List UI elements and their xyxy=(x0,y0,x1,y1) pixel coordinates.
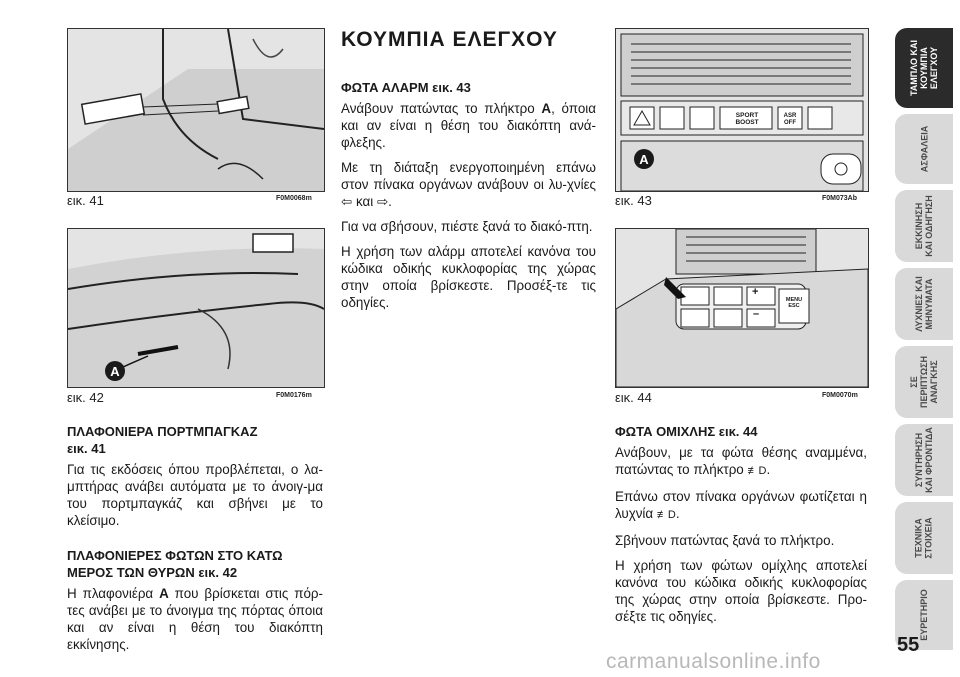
menu-label: MENU xyxy=(785,297,803,303)
tab-maintenance[interactable] xyxy=(895,424,953,496)
tab-label: ΕΥΡΕΤΗΡΙΟ xyxy=(918,589,929,641)
fog-p1: Ανάβουν, με τα φώτα θέσης αναμμένα, πατώντας το πλήκτρο ≢D. xyxy=(615,445,867,477)
trunk-light-title: ΠΛΑΦΟΝΙΕΡΑ ΠΟΡΤΜΠΑΓΚΑΖ xyxy=(67,424,258,439)
figure-43-hazard-switch xyxy=(615,28,869,192)
dashboard-switches-illustration xyxy=(616,29,868,191)
fog-p2: Επάνω στον πίνακα οργάνων φωτίζεται η λυχνία ≢D. xyxy=(615,489,867,521)
hazard-p1-b: A xyxy=(541,101,552,116)
trunk-light-ref: εικ. 41 xyxy=(67,441,106,456)
fog-p2-text: Επάνω στον πίνακα οργάνων φωτίζεται η λυχνία xyxy=(615,489,867,521)
figure-42-code: F0M0176m xyxy=(276,392,312,399)
door-light-title: ΠΛΑΦΟΝΙΕΡΕΣ ΦΩΤΩΝ ΣΤΟ ΚΑΤΩ xyxy=(67,548,283,563)
sport-boost-button-label xyxy=(722,112,772,126)
trunk-light-text: Για τις εκδόσεις όπου προβλέπεται, ο λα-μπτήρας ανάβει αυτόματα με το άνοιγ-μα του πορτμπαγκάζ και σβήνει με το κλείσιμο. xyxy=(67,462,323,528)
trunk-light-heading xyxy=(67,423,323,457)
left-text-column xyxy=(67,423,323,661)
hazard-p2-end: . xyxy=(388,194,392,209)
marker-a: A xyxy=(634,149,654,169)
fog-p4: Η χρήση των φώτων ομίχλης αποτελεί κανόνα του κώδικα οδικής κυκλοφορίας της χώρας στην οποία βρίσκεστε. Προ-σέξτε τις οδηγίες. xyxy=(615,558,867,624)
door-light-text-c: που βρίσκεται στις πόρ-τες ανάβει με το άνοιγμα της πόρτας όποια και αν είναι η θέση του διακόπτη εκκίνησης. xyxy=(67,586,323,652)
figure-41-trunk-light xyxy=(67,28,325,192)
figure-44-fog-light-switch xyxy=(615,228,869,388)
figure-43-code: F0M073Ab xyxy=(822,195,858,202)
figure-42-door-light xyxy=(67,228,325,388)
fog-switch-panel-illustration xyxy=(616,229,868,387)
plus-button-label: + xyxy=(752,286,759,298)
tab-label: ΣΥΝΤΗΡΗΣΗ ΚΑΙ ΦΡΟΝΤΙΔΑ xyxy=(914,427,935,493)
figure-43-caption: εικ. 43 xyxy=(615,193,652,208)
hazard-p2-a: Με τη διάταξη ενεργοποιημένη επάνω στον πίνακα οργάνων ανάβουν οι λυ-χνίες xyxy=(341,160,596,192)
hazard-p1-a: Ανάβουν πατώντας το πλήκτρο xyxy=(341,101,542,116)
asr-off-button-label xyxy=(778,113,802,126)
tab-label: ΤΕΧΝΙΚΑ ΣΤΟΙΧΕΙΑ xyxy=(914,517,934,559)
tab-label: ΕΚΚΙΝΗΣΗ ΚΑΙ ΟΔΗΓΗΣΗ xyxy=(914,195,935,257)
figure-44-code: F0M0070m xyxy=(822,392,858,399)
tab-emergency[interactable] xyxy=(895,346,953,418)
hazard-p3: Για να σβήσουν, πιέστε ξανά το διακό-πτη. xyxy=(341,219,593,234)
turn-left-indicator-icon: ⇦ xyxy=(341,194,353,209)
figure-42-caption: εικ. 42 xyxy=(67,390,104,405)
sport-label: SPORT xyxy=(735,112,759,119)
page-title: ΚΟΥΜΠΙΑ ΕΛΕΓΧΟΥ xyxy=(341,28,558,51)
fog-lights-heading xyxy=(615,423,867,440)
hazard-lights-ref: εικ. 43 xyxy=(432,80,471,95)
tab-label: ΛΥΧΝΙΕΣ ΚΑΙ ΜΗΝΥΜΑΤΑ xyxy=(913,276,934,332)
turn-right-indicator-icon: ⇨ xyxy=(376,194,389,209)
fog-light-icon: ≢D xyxy=(656,509,676,521)
fog-lights-ref: εικ. 44 xyxy=(718,424,758,439)
figure-41-code: F0M0068m xyxy=(276,195,312,202)
figure-41-caption: εικ. 41 xyxy=(67,193,104,208)
esc-label: ESC xyxy=(788,303,800,309)
off-label: OFF xyxy=(784,119,796,126)
hazard-p4: Η χρήση των αλάρμ αποτελεί κανόνα του κώδικα οδικής κυκλοφορίας της χώρας στην οποία βρίσκεστε. Προσέξ-τε τις οδηγίες. xyxy=(341,244,596,310)
minus-button-label: – xyxy=(753,308,760,320)
figure-44-caption: εικ. 44 xyxy=(615,390,652,405)
fog-p1-text: Ανάβουν, με τα φώτα θέσης αναμμένα, πατώντας το πλήκτρο xyxy=(615,445,867,477)
asr-label: ASR xyxy=(783,113,797,119)
door-light-title-2: ΜΕΡΟΣ ΤΩΝ ΘΥΡΩΝ xyxy=(67,565,195,580)
tab-starting-driving[interactable] xyxy=(895,190,953,262)
fog-lights-title: ΦΩΤΑ ΟΜΙΧΛΗΣ xyxy=(615,424,716,439)
tab-label: ΣΕ ΠΕΡΙΠΤΩΣΗ ΑΝΑΓΚΗΣ xyxy=(909,356,939,408)
fog-light-icon: ≢D xyxy=(747,465,767,477)
door-light-text-a: Η πλαφονιέρα xyxy=(67,586,160,601)
fog-p3: Σβήνουν πατώντας ξανά το πλήκτρο. xyxy=(615,533,835,548)
hazard-p2-mid: και xyxy=(352,194,377,209)
door-panel-illustration xyxy=(68,229,324,387)
tab-dashboard-controls[interactable] xyxy=(895,28,953,108)
tab-safety[interactable] xyxy=(895,114,953,184)
tab-label: ΤΑΜΠΛΟ ΚΑΙ ΚΟΥΜΠΙΑ ΕΛΕΓΧΟΥ xyxy=(909,39,939,97)
page-number: 55 xyxy=(897,634,920,656)
hazard-p1 xyxy=(341,100,596,151)
door-light-text-b: A xyxy=(159,586,169,601)
watermark: carmanualsonline.info xyxy=(606,650,821,673)
hazard-lights-heading xyxy=(341,79,596,96)
door-light-ref: εικ. 42 xyxy=(198,565,238,580)
tab-warning-lights[interactable] xyxy=(895,268,953,340)
right-text-column xyxy=(615,423,867,633)
boost-label: BOOST xyxy=(735,119,759,126)
hazard-p1-c: , όποια και αν είναι η θέση του διακόπτη ανά-φλεξης. xyxy=(341,101,596,150)
door-light-text xyxy=(67,585,323,653)
tab-technical-data[interactable] xyxy=(895,502,953,574)
menu-esc-button-label xyxy=(779,297,809,309)
door-light-heading xyxy=(67,547,323,581)
hazard-p2 xyxy=(341,159,596,210)
hazard-lights-title: ΦΩΤΑ ΑΛΑΡΜ xyxy=(341,80,429,95)
marker-a: A xyxy=(105,361,125,381)
trunk-light-illustration xyxy=(68,29,324,191)
tab-label: ΑΣΦΑΛΕΙΑ xyxy=(919,125,929,173)
middle-text-column xyxy=(341,79,596,319)
